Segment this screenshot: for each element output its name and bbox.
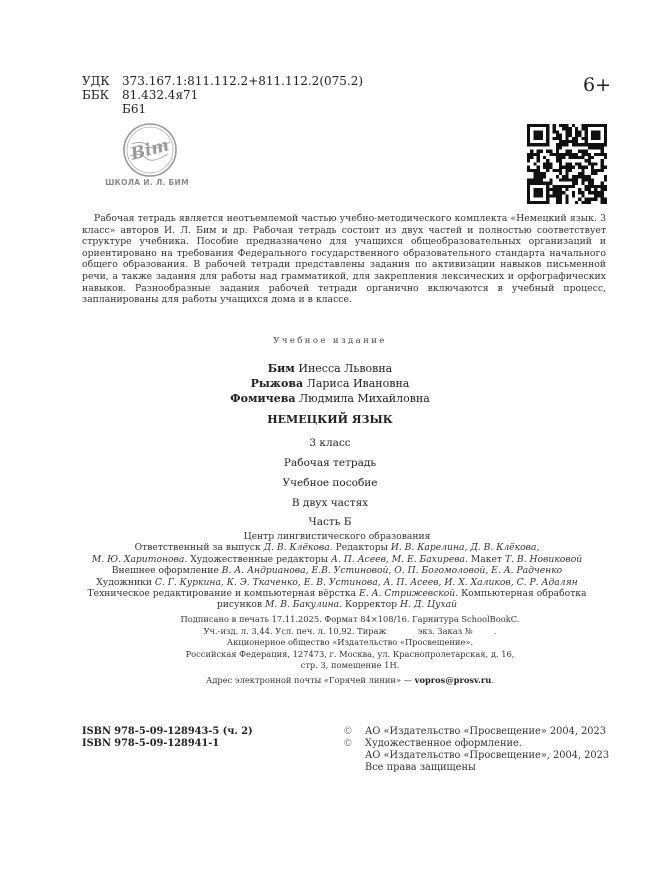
isbn-line: ISBN 978-5-09-128943-5 (ч. 2): [82, 726, 253, 737]
credit-role: . Макет: [465, 553, 505, 565]
credits-line: [72, 542, 602, 553]
isbn-block: [82, 726, 253, 750]
credit-person: М. Ю. Харитонова: [91, 553, 185, 565]
book-type: Рабочая тетрадь: [283, 457, 377, 469]
copyright-line: АО «Издательство «Просвещение», 2004, 2023: [365, 750, 610, 761]
bbk-label: ББК: [82, 88, 109, 102]
credit-role: Внешнее оформление: [111, 565, 222, 577]
author-surname: Рыжова: [250, 377, 304, 390]
credits-line: [72, 599, 602, 610]
credits: [72, 531, 602, 611]
parts-count: В двух частях: [291, 497, 369, 509]
credit-person: Т. В. Новиковой: [504, 553, 583, 565]
credit-role: . Компьютерная обработка: [455, 588, 587, 600]
email-link[interactable]: vopros@prosv.ru: [414, 674, 492, 685]
edition-type: Учебное издание: [273, 336, 387, 346]
credit-person: Д. В. Клёкова: [263, 542, 330, 554]
credit-role: . Художественные редакторы: [184, 553, 331, 565]
credit-person: А. П. Асеев, М. Е. Бахирева: [330, 553, 466, 565]
imprint: [150, 614, 550, 687]
copyright-icon: ©: [343, 726, 353, 737]
imprint-line: стр. 3, помещение 1Н.: [300, 660, 400, 671]
email-end: .: [491, 674, 494, 685]
credit-role: Техническое редактирование и компьютерная вёрстка: [87, 588, 360, 600]
credits-line: [72, 565, 602, 576]
copyright-block: [343, 726, 609, 774]
email-label: Адрес электронной почты «Горячей линии» —: [206, 674, 415, 685]
author: [60, 392, 600, 405]
hotline-email-line: [150, 675, 550, 687]
imprint-line: Уч.-изд. л. 3,44. Усл. печ. л. 10,92. Тираж экз. Заказ № .: [203, 625, 497, 636]
part-label: Часть Б: [308, 516, 352, 528]
udk-label: УДК: [82, 74, 110, 88]
credit-role: Художники: [96, 576, 155, 588]
credit-role: Центр лингвистического образования: [243, 531, 431, 542]
author-surname: Фомичева: [230, 392, 296, 405]
credit-role: рисунков: [216, 599, 265, 611]
credit-person: В. А. Андрианова, Е.В. Устиновой, О. П. Богомоловой, Е. А. Радченко: [221, 565, 563, 577]
author-surname: Бим: [267, 362, 295, 375]
classification-codes: [82, 74, 363, 116]
credit-person: С. Г. Куркина, К. Э. Ткаченко, Е. В. Устинова, А. П. Асеев, И. Х. Халиков, С. Р. Адалян: [154, 576, 578, 588]
credits-line: [72, 531, 602, 542]
credit-person: Е. А. Стрижевской: [359, 588, 456, 600]
author-name: Инесса Львовна: [298, 362, 393, 375]
school-bim-logo: [112, 122, 192, 178]
age-rating: 6+: [583, 74, 612, 96]
logo-caption: ШКОЛА И. Л. БИМ: [105, 178, 189, 187]
credit-role: Ответственный за выпуск: [134, 542, 264, 554]
book-subtype: Учебное пособие: [282, 477, 378, 489]
grade: 3 класс: [309, 437, 351, 449]
author: [60, 377, 600, 390]
credits-line: [72, 554, 602, 565]
copyright-icon: ©: [343, 738, 353, 749]
author-name: Лариса Ивановна: [306, 377, 410, 390]
svg-text:Bim: Bim: [128, 135, 172, 165]
imprint-line: Акционерное общество «Издательство «Просвещение».: [226, 637, 474, 648]
credit-person: И. В. Карелина, Д. В. Клёкова,: [390, 542, 540, 554]
credit-person: Н. Д. Цухай: [399, 599, 458, 611]
book-title: НЕМЕЦКИЙ ЯЗЫК: [267, 413, 393, 426]
credit-person: М. В. Бакулина: [264, 599, 340, 611]
imprint-line: Подписано в печать 17.11.2025. Формат 84×108/16. Гарнитура SchoolBookC.: [180, 614, 520, 624]
imprint-line: Российская Федерация, 127473, г. Москва, ул. Краснопролетарская, д. 16,: [185, 648, 515, 659]
copyright-line: Художественное оформление.: [365, 738, 522, 749]
author: [60, 362, 600, 375]
bbk-code: 81.432.4я71: [122, 88, 199, 102]
credit-role: . Корректор: [339, 599, 400, 611]
author-mark: Б61: [122, 102, 147, 116]
abstract: Рабочая тетрадь является неотъемлемой частью учебно-методического комплекта «Немецкий язык. 3 класс» авторов И. Л. Бим и др. Рабочая тетрадь состоит из двух частей и полностью соответствует структуре учебника. Пособие предназначено для учащихся общеобразовательных организаций и ориентировано на требования Федерального государственного образовательного стандарта начального общего образования. В рабочей тетради представлены задания по активизации навыков письменной речи, а также задания для работы над грамматикой, для закрепления лексических и орфографических навыков. Разнообразные задания рабочей тетради органично включаются в учебный процесс, запланированы для работы учащихся дома и в классе.: [82, 213, 606, 306]
author-name: Людмила Михайловна: [298, 392, 430, 405]
udk-code: 373.167.1:811.112.2+811.112.2(075.2): [122, 74, 364, 88]
credits-line: [72, 577, 602, 588]
credits-line: [72, 588, 602, 599]
rights-reserved: Все права защищены: [365, 762, 476, 773]
qr-code[interactable]: [527, 124, 607, 204]
copyright-line: АО «Издательство «Просвещение» 2004, 2023: [365, 726, 606, 737]
credit-role: . Редакторы: [329, 542, 391, 554]
isbn-line: ISBN 978-5-09-128941-1: [82, 738, 220, 749]
